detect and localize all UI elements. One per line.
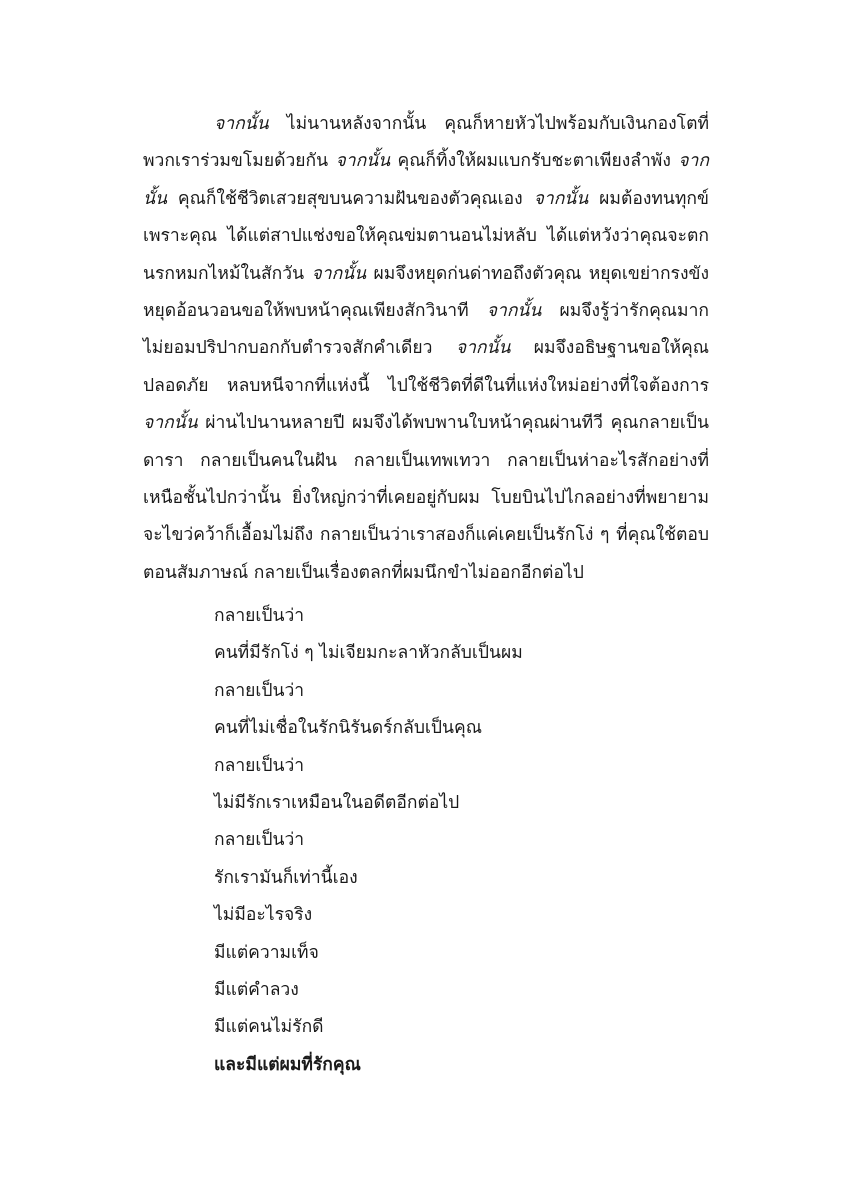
paragraph-text: คุณก็ทิ้งให้ผมแบกรับชะตาเพียงลำพัง — [390, 151, 679, 172]
paragraph-text: ผมต้องทนทุกข์เพราะคุณ ได้แต่สาปแช่งขอให้คุณข่มตานอนไม่หลับ ได้แต่หวังว่าคุณจะตกนรกหมกไหม้ในสักวัน — [143, 188, 709, 284]
body-paragraph — [143, 106, 709, 592]
verse-line-final: และมีแต่ผมที่รักคุณ — [214, 1054, 361, 1075]
paragraph-text: ผ่านไปนานหลายปี ผมจึงได้พบพานใบหน้าคุณผ่านทีวี คุณกลายเป็นดารา กลายเป็นคนในฝัน กลายเป็นเทพเทวา กลายเป็นห่าอะไรสักอย่างที่เหนือชั้นไปกว่านั้น ยิ่งใหญ่กว่าที่เคยอยู่กับผม โบยบินไปไกลอย่างที่พยายามจะไขว่คว้าก็เอื้อมไม่ถึง กลายเป็นว่าเราสองก็แค่เคยเป็นรักโง่ ๆ ที่คุณใช้ตอบตอนสัมภาษณ์ กลายเป็นเรื่องตลกที่ผมนึกขำไม่ออกอีกต่อไป — [143, 413, 709, 583]
paragraph-text: ผมจึงหยุดก่นด่าทอถึงตัวคุณ หยุดเขย่ากรงขัง หยุดอ้อนวอนขอให้พบหน้าคุณเพียงสักวินาที — [143, 263, 709, 322]
verse-line: กลายเป็นว่า — [214, 755, 305, 776]
verse-line: มีแต่ความเท็จ — [214, 942, 319, 963]
verse-line: คนที่ไม่เชื่อในรักนิรันดร์กลับเป็นคุณ — [214, 718, 482, 739]
paragraph-text: ผมจึงอธิษฐานขอให้คุณปลอดภัย หลบหนีจากที่แห่งนี้ ไปใช้ชีวิตที่ดีในที่แห่งใหม่อย่างที่ใจต้องการ — [143, 338, 709, 396]
italic-refrain: จากนั้น — [214, 114, 269, 134]
verse-line: กลายเป็นว่า — [214, 606, 305, 626]
italic-refrain: จากนั้น — [533, 188, 589, 209]
paragraph-text: คุณก็ใช้ชีวิตเสวยสุขบนความฝันของตัวคุณเอง — [166, 188, 534, 209]
italic-refrain: จากนั้น — [455, 338, 511, 359]
italic-refrain: จากนั้น — [143, 413, 198, 434]
verse-line: กลายเป็นว่า — [214, 680, 305, 701]
verse-line: ไม่มีอะไรจริง — [214, 905, 313, 926]
italic-refrain: จากนั้น — [311, 263, 367, 284]
verse-line: กลายเป็นว่า — [214, 830, 305, 851]
verse-line: ไม่มีรักเราเหมือนในอดีตอีกต่อไป — [214, 792, 460, 813]
verse-list — [214, 598, 709, 1084]
verse-line: คนที่มีรักโง่ ๆ ไม่เจียมกะลาหัวกลับเป็นผม — [214, 643, 523, 664]
verse-line: มีแต่คำลวง — [214, 979, 299, 1000]
verse-line: รักเรามันก็เท่านี้เอง — [214, 867, 358, 888]
italic-refrain: จากนั้น — [335, 151, 391, 172]
verse-line: มีแต่คนไม่รักดี — [214, 1017, 324, 1038]
paragraph-text: ผมจึงรู้ว่ารักคุณมาก ไม่ยอมปริปากบอกกับตำรวจสักคำเดียว — [143, 301, 709, 359]
italic-refrain: จากนั้น — [143, 151, 709, 209]
paragraph-text: ไม่นานหลังจากนั้น คุณก็หายหัวไปพร้อมกับเงินกองโตที่พวกเราร่วมขโมยด้วยกัน — [143, 114, 709, 172]
italic-refrain: จากนั้น — [486, 301, 542, 322]
